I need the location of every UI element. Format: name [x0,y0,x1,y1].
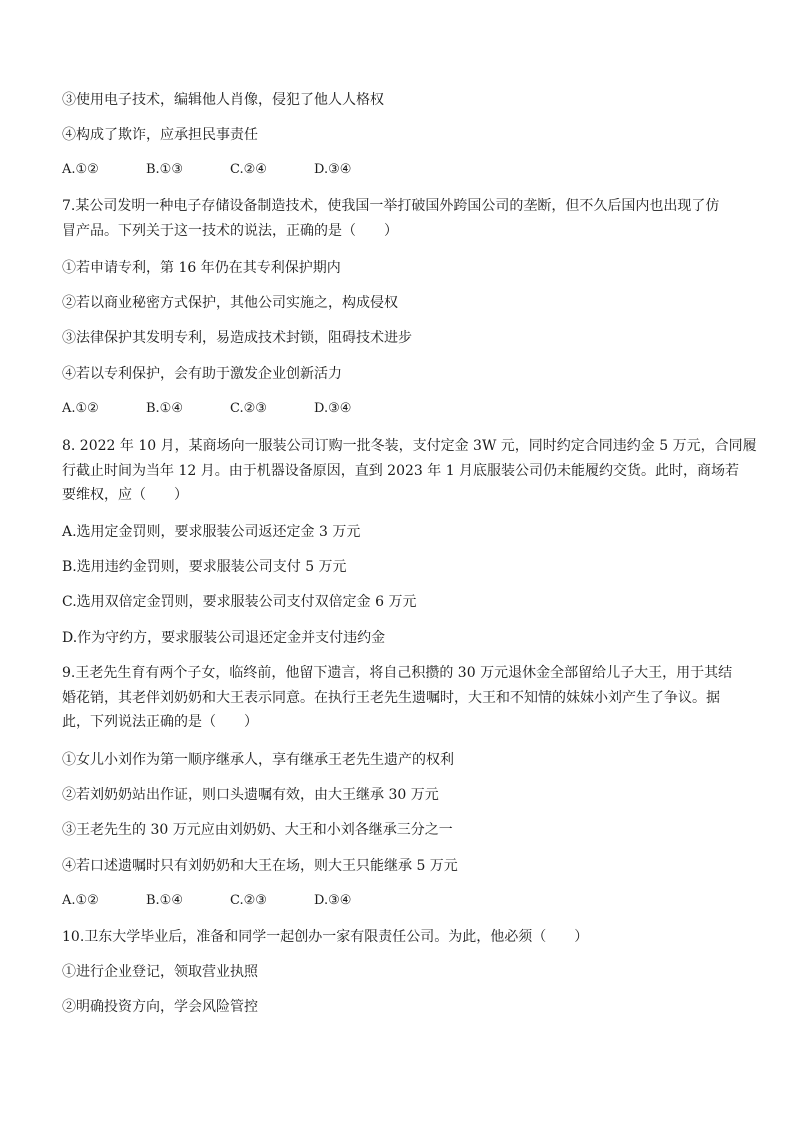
question-7-stem: 冒产品。下列关于这一技术的说法，正确的是（ ） [62,223,398,239]
answer-options [62,891,398,911]
option-a: A.①② [62,893,99,908]
option-b: B.①③ [146,162,183,177]
question-8-stem: 行截止时间为当年 12 月。由于机器设备原因，直到 2023 年 1 月底服装公司仍未能履约交货。此时，商场若 [62,463,740,479]
statement-line: ④若口述遗嘱时只有刘奶奶和大王在场，则大王只能继承 5 万元 [62,858,458,874]
option-line: B.选用违约金罚则，要求服装公司支付 5 万元 [62,559,347,575]
statement-line: ②若以商业秘密方式保护，其他公司实施之，构成侵权 [62,295,398,311]
statement-line: ③王老先生的 30 万元应由刘奶奶、大王和小刘各继承三分之一 [62,822,453,838]
statement-line: ③使用电子技术，编辑他人肖像，侵犯了他人人格权 [62,92,384,108]
option-b: B.①④ [146,893,183,908]
statement-line: ②明确投资方向，学会风险管控 [62,999,258,1015]
question-8-stem: 要维权，应（ ） [62,487,188,503]
option-d: D.③④ [314,401,352,416]
statement-line: ③法律保护其发明专利，易造成技术封锁，阻碍技术进步 [62,330,412,346]
option-line: A.选用定金罚则，要求服装公司返还定金 3 万元 [62,524,361,540]
question-9-stem: 9.王老先生育有两个子女，临终前，他留下遗言，将自己积攒的 30 万元退休金全部留给儿子大王，用于其结 [62,665,733,681]
option-c: C.②④ [230,162,267,177]
option-line: C.选用双倍定金罚则，要求服装公司支付双倍定金 6 万元 [62,594,417,610]
option-d: D.③④ [314,162,352,177]
statement-line: ①若申请专利，第 16 年仍在其专利保护期内 [62,260,341,276]
question-7-stem: 7.某公司发明一种电子存储设备制造技术，使我国一举打破国外跨国公司的垄断，但不久后国内也出现了仿 [62,198,720,214]
statement-line: ④若以专利保护，会有助于激发企业创新活力 [62,366,342,382]
option-line: D.作为守约方，要求服装公司退还定金并支付违约金 [62,630,386,646]
statement-line: ②若刘奶奶站出作证，则口头遗嘱有效，由大王继承 30 万元 [62,787,439,803]
option-a: A.①② [62,162,99,177]
option-a: A.①② [62,401,99,416]
option-b: B.①④ [146,401,183,416]
question-8-stem: 8. 2022 年 10 月，某商场向一服装公司订购一批冬装，支付定金 3W 元，同时约定合同违约金 5 万元，合同履 [62,438,757,454]
option-c: C.②③ [230,401,267,416]
option-c: C.②③ [230,893,267,908]
statement-line: ④构成了欺诈，应承担民事责任 [62,127,258,143]
question-10-stem: 10.卫东大学毕业后，准备和同学一起创办一家有限责任公司。为此，他必须（ ） [62,929,589,945]
statement-line: ①女儿小刘作为第一顺序继承人，享有继承王老先生遗产的权利 [62,752,454,768]
option-d: D.③④ [314,893,352,908]
question-9-stem: 此，下列说法正确的是（ ） [62,714,258,730]
answer-options [62,399,398,419]
question-9-stem: 婚花销，其老伴刘奶奶和大王表示同意。在执行王老先生遗嘱时，大王和不知情的妹妹小刘产生了争议。据 [62,690,720,706]
answer-options [62,160,398,180]
statement-line: ①进行企业登记，领取营业执照 [62,964,258,980]
